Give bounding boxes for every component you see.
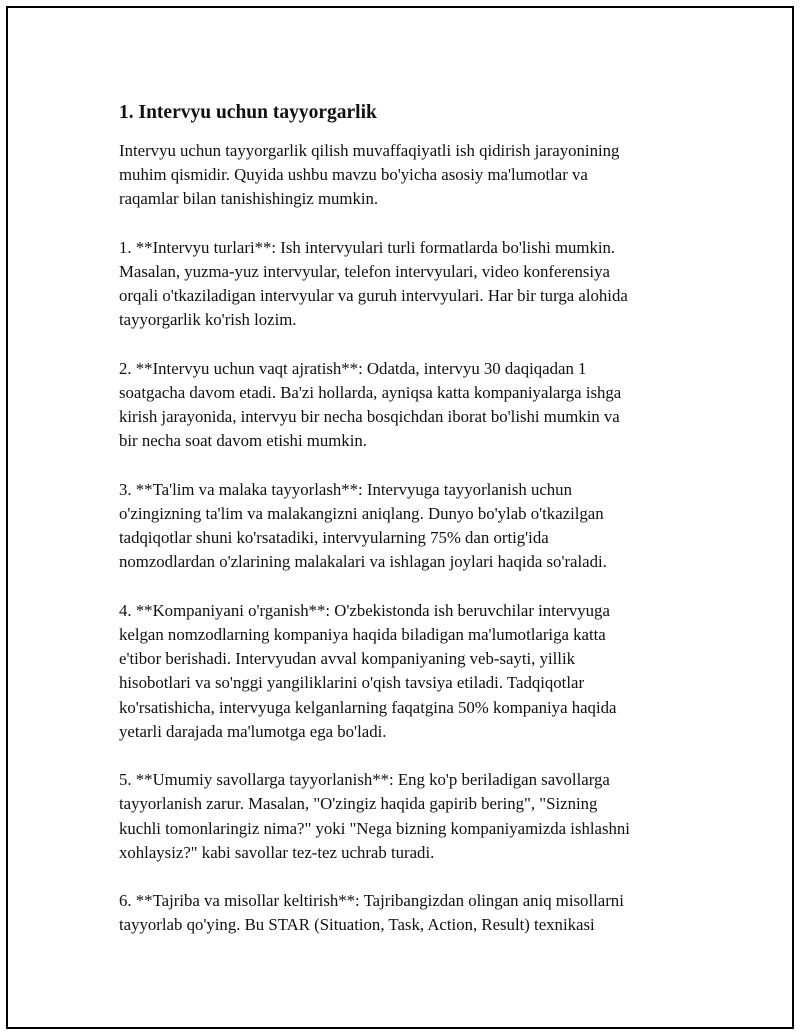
paragraph <box>119 236 699 333</box>
paragraph-line: tadqiqotlar shuni ko'rsatadiki, intervyularning 75% dan ortig'ida <box>119 528 549 548</box>
paragraph-line: 1. **Intervyu turlari**: Ish intervyulari turli formatlarda bo'lishi mumkin. <box>119 237 616 257</box>
paragraph-line: orqali o'tkaziladigan intervyular va guruh intervyulari. Har bir turga alohida <box>119 286 628 306</box>
paragraph <box>119 768 699 865</box>
paragraph-list <box>119 139 699 938</box>
paragraph-line: 5. **Umumiy savollarga tayyorlanish**: Eng ko'p beriladigan savollarga <box>119 770 610 790</box>
paragraph-line: xohlaysiz?" kabi savollar tez-tez uchrab turadi. <box>119 842 435 862</box>
paragraph <box>119 139 699 212</box>
paragraph-line: 2. **Intervyu uchun vaqt ajratish**: Odatda, intervyu 30 daqiqadan 1 <box>119 358 587 378</box>
paragraph-line: kelgan nomzodlarning kompaniya haqida biladigan ma'lumotlariga katta <box>119 625 606 644</box>
paragraph-line: kuchli tomonlaringiz nima?" yoki "Nega bizning kompaniyamizda ishlashni <box>119 818 630 838</box>
document-heading: 1. Intervyu uchun tayyorgarlik <box>119 102 377 123</box>
document-body <box>119 101 699 962</box>
paragraph <box>119 599 699 744</box>
paragraph <box>119 357 699 454</box>
paragraph-line: 6. **Tajriba va misollar keltirish**: Tajribangizdan olingan aniq misollarni <box>119 891 624 911</box>
paragraph-line: tayyorlab qo'ying. Bu STAR (Situation, Task, Action, Result) texnikasi <box>119 915 595 935</box>
paragraph-line: raqamlar bilan tanishishingiz mumkin. <box>119 189 379 209</box>
paragraph-line: tayyorgarlik ko'rish lozim. <box>119 310 297 330</box>
paragraph <box>119 478 699 575</box>
paragraph-line: muhim qismidir. Quyida ushbu mavzu bo'yicha asosiy ma'lumotlar va <box>119 165 588 185</box>
page-frame <box>6 6 794 1029</box>
paragraph-line: soatgacha davom etadi. Ba'zi hollarda, ayniqsa katta kompaniyalarga ishga <box>119 383 622 402</box>
paragraph-line: nomzodlardan o'zlarining malakalari va ishlagan joylari haqida so'raladi. <box>119 552 607 572</box>
paragraph-line: 3. **Ta'lim va malaka tayyorlash**: Intervyuga tayyorlanish uchun <box>119 479 572 499</box>
paragraph-line: Intervyu uchun tayyorgarlik qilish muvaffaqiyatli ish qidirish jarayonining <box>119 141 620 160</box>
paragraph-line: 4. **Kompaniyani o'rganish**: O'zbekistonda ish beruvchilar intervyuga <box>119 600 610 620</box>
paragraph-line: o'zingizning ta'lim va malakangizni aniqlang. Dunyo bo'ylab o'tkazilgan <box>119 504 604 523</box>
paragraph-line: ko'rsatishicha, intervyuga kelganlarning faqatgina 50% kompaniya haqida <box>119 697 617 717</box>
paragraph-line: yetarli darajada ma'lumotga ega bo'ladi. <box>119 721 387 741</box>
paragraph-line: Masalan, yuzma-yuz intervyular, telefon intervyulari, video konferensiya <box>119 262 610 281</box>
paragraph-line: tayyorlanish zarur. Masalan, "O'zingiz haqida gapirib bering", "Sizning <box>119 794 598 814</box>
paragraph <box>119 889 699 937</box>
paragraph-line: kirish jarayonida, intervyu bir necha bosqichdan iborat bo'lishi mumkin va <box>119 407 620 427</box>
paragraph-line: hisobotlari va so'nggi yangiliklarini o'qish tavsiya etiladi. Tadqiqotlar <box>119 673 585 693</box>
paragraph-line: e'tibor berishadi. Intervyudan avval kompaniyaning veb-sayti, yillik <box>119 649 576 669</box>
paragraph-line: bir necha soat davom etishi mumkin. <box>119 431 367 451</box>
